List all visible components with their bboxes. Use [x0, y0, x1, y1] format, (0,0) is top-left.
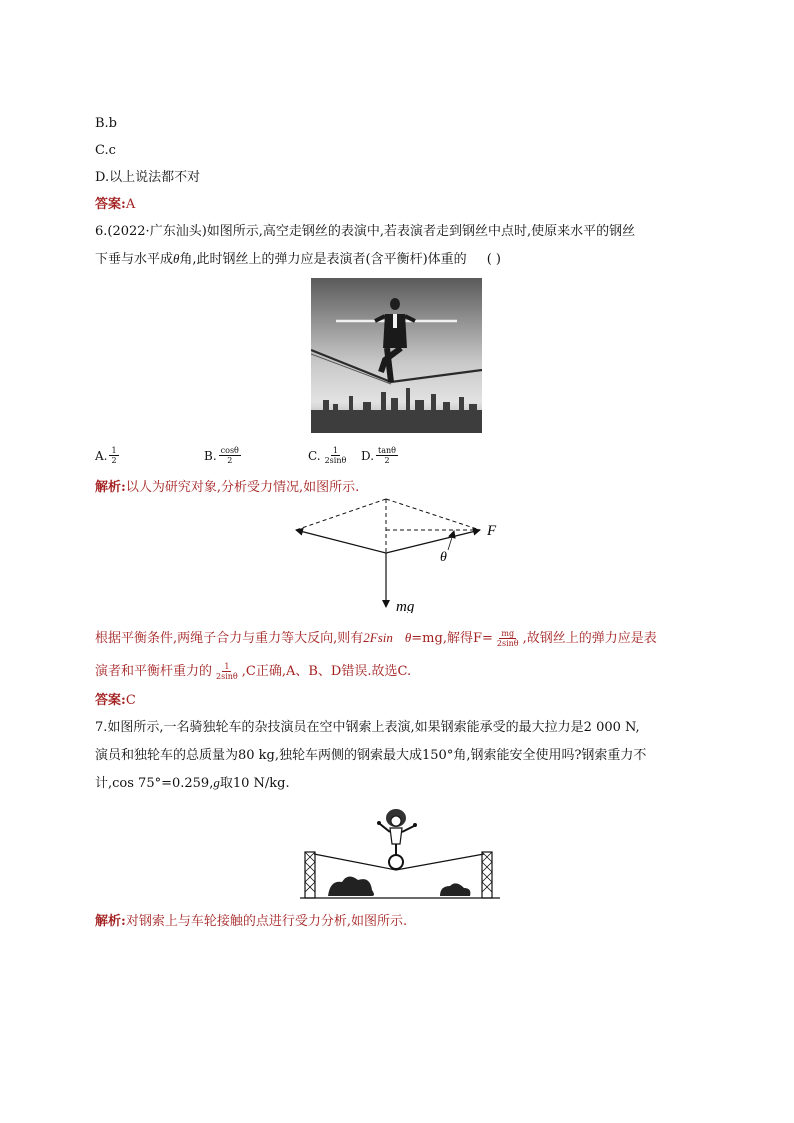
- frac-den: 2sinθ: [324, 456, 347, 465]
- label-F: F: [487, 523, 497, 539]
- force-fraction: [495, 629, 521, 648]
- frac-den: 2: [227, 456, 233, 465]
- answer-prev: [95, 195, 135, 215]
- frac-num: cosθ: [220, 446, 239, 455]
- option-d-label: D.: [361, 448, 375, 463]
- analysis-2b: 2Fsin: [363, 630, 393, 645]
- answer-6: [95, 691, 136, 711]
- frac-den: 2: [111, 456, 117, 465]
- option-b-6: [204, 446, 243, 465]
- option-c: C.c: [95, 143, 116, 158]
- g-symbol: g: [213, 775, 220, 790]
- option-d-fraction: [376, 446, 398, 465]
- frac-num: 1: [224, 662, 230, 671]
- option-a-fraction: [109, 446, 118, 465]
- analysis-3a: 演者和平衡杆重力的: [95, 664, 213, 679]
- q6-paren: ( ): [486, 252, 501, 267]
- answer-label: 答案:: [95, 693, 126, 708]
- analysis-3b: ,C正确,A、B、D错误.故选C.: [241, 664, 412, 679]
- analysis-text: 对钢索上与车轮接触的点进行受力分析,如图所示.: [125, 914, 408, 929]
- frac-num: 1: [111, 446, 117, 455]
- option-d: D.以上说法都不对: [95, 170, 201, 185]
- force-diagram: [290, 495, 510, 613]
- theta-symbol: θ: [173, 251, 180, 266]
- q7-line3: [95, 773, 290, 794]
- q7-line2: 演员和独轮车的总质量为80 kg,独轮车两侧的钢索最大成150°角,钢索能安全使用吗?钢索重力不: [95, 748, 647, 763]
- q6-line2: [95, 249, 501, 270]
- option-b: B.b: [95, 116, 118, 131]
- option-d-6: [361, 446, 400, 465]
- option-a-label: A.: [95, 448, 108, 463]
- answer-value: C: [125, 693, 136, 708]
- option-b-label: B.: [204, 448, 217, 463]
- frac-num: 1: [332, 446, 338, 455]
- q7-line3-a: 计,cos 75°=0.259,: [95, 776, 214, 791]
- frac-num: mg: [501, 629, 515, 638]
- option-c-6: [308, 446, 350, 465]
- answer-label: 答案:: [95, 197, 126, 212]
- q6-analysis-3: [95, 662, 411, 682]
- frac-den: 2sinθ: [496, 639, 519, 648]
- option-b-fraction: [219, 446, 241, 465]
- q6-line1: 6.(2022·广东汕头)如图所示,高空走钢丝的表演中,若表演者走到钢丝中点时,使原来水平的钢丝: [95, 224, 636, 239]
- answer-value: A: [125, 197, 136, 212]
- unicycle-acrobat-figure: [300, 800, 500, 900]
- q7-line3-b: 取10 N/kg.: [219, 776, 290, 791]
- q6-line2-a: 下垂与水平成: [95, 252, 174, 267]
- analysis-2e: ,故钢丝上的弹力应是表: [522, 631, 657, 646]
- option-c-label: C.: [308, 448, 321, 463]
- analysis-label: 解析:: [95, 914, 126, 929]
- frac-den: 2sinθ: [216, 672, 238, 681]
- frac-num: tanθ: [378, 446, 396, 455]
- analysis-2c: θ: [404, 630, 412, 645]
- analysis-2a: 根据平衡条件,两绳子合力与重力等大反向,则有: [95, 631, 364, 646]
- frac-den: 2: [384, 456, 390, 465]
- tightrope-walker-photo: [311, 278, 482, 433]
- q6-line2-b: 角,此时钢丝上的弹力应是表演者(含平衡杆)体重的: [179, 252, 467, 267]
- option-c-fraction: [323, 446, 349, 465]
- analysis-label: 解析:: [95, 480, 126, 495]
- label-mg: mg: [396, 599, 415, 613]
- option-a-6: [95, 446, 121, 465]
- q6-analysis-2: [95, 628, 657, 649]
- q7-analysis: [95, 912, 407, 932]
- analysis-text: 以人为研究对象,分析受力情况,如图所示.: [125, 480, 360, 495]
- result-fraction: [214, 662, 240, 681]
- label-theta: θ: [440, 550, 447, 565]
- q7-line1: 7.如图所示,一名骑独轮车的杂技演员在空中钢索上表演,如果钢索能承受的最大拉力是2 000 N,: [95, 720, 640, 735]
- analysis-2d: =mg,解得F=: [411, 631, 493, 646]
